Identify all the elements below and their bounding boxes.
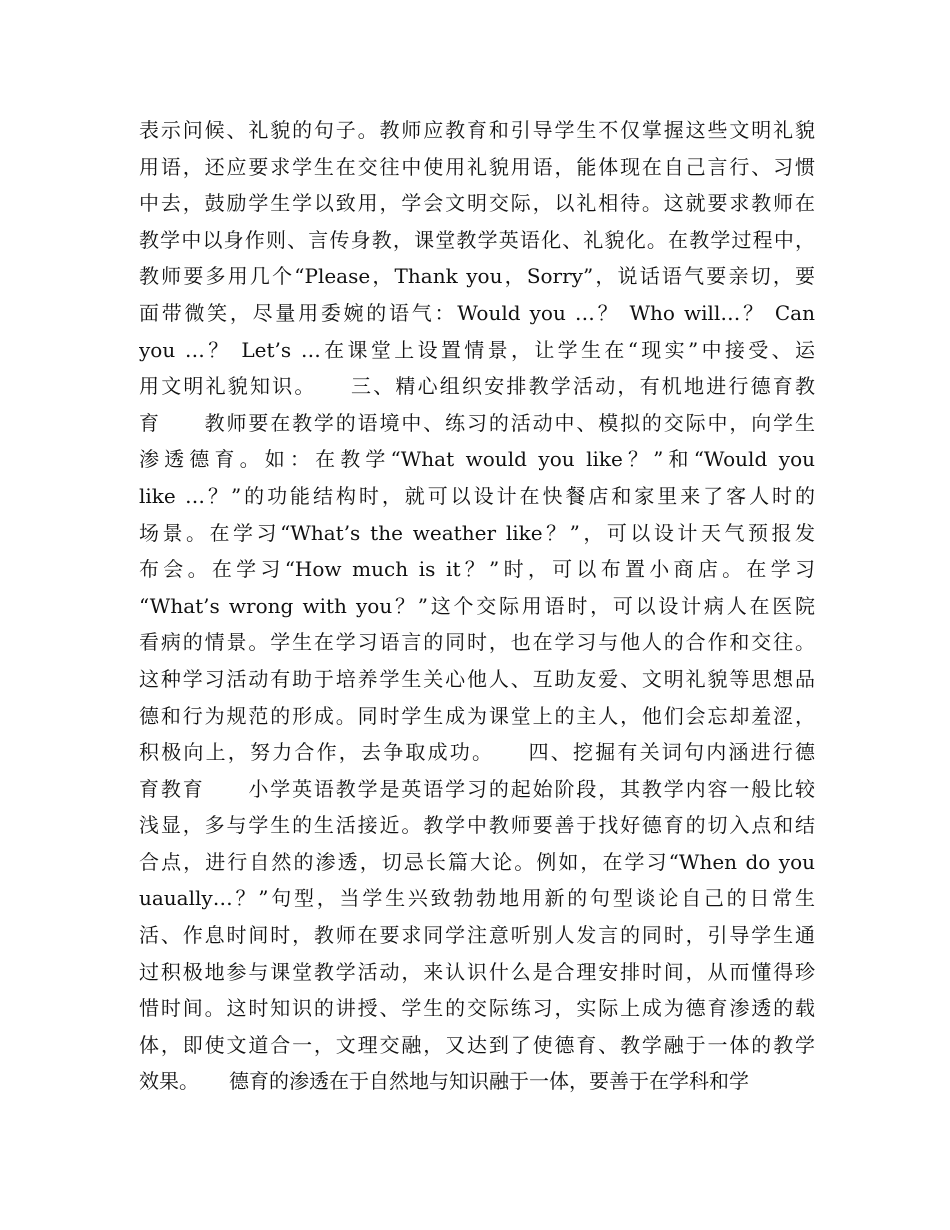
text-line: 惜时间。这时知识的讲授、学生的交际练习，实际上成为德育渗透的载 (139, 996, 815, 1021)
text-line: 布会。在学习“How much is it？”时，可以布置小商店。在学习 (139, 557, 815, 582)
text-line: you …？ Let’s …在课堂上设置情景，让学生在“现实”中接受、运 (139, 337, 815, 362)
text-line: “What’s wrong with you？”这个交际用语时，可以设计病人在医院 (139, 593, 815, 618)
text-line: uaually…？”句型，当学生兴致勃勃地用新的句型谈论自己的日常生 (139, 886, 815, 911)
text-line: 场景。在学习“What’s the weather like？”，可以设计天气预报发 (139, 520, 815, 545)
text-line: 教学中以身作则、言传身教，课堂教学英语化、礼貌化。在教学过程中， (139, 227, 815, 252)
text-line: 合点，进行自然的渗透，切忌长篇大论。例如，在学习“When do you (139, 849, 815, 874)
text-line: 育 教师要在教学的语境中、练习的活动中、模拟的交际中，向学生 (139, 410, 815, 435)
text-line: 效果。 德育的渗透在于自然地与知识融于一体，要善于在学科和学 (139, 1069, 749, 1094)
body-text (139, 112, 815, 1100)
text-line: 用语，还应要求学生在交往中使用礼貌用语，能体现在自己言行、习惯 (139, 154, 815, 179)
text-line: 渗透德育。如：在教学“What would you like？”和“Would you (139, 447, 815, 472)
text-line: 这种学习活动有助于培养学生关心他人、互助友爱、文明礼貌等思想品 (139, 666, 815, 691)
text-line: like …？”的功能结构时，就可以设计在快餐店和家里来了客人时的 (139, 483, 815, 508)
text-line: 体，即使文道合一，文理交融，又达到了使德育、教学融于一体的教学 (139, 1032, 815, 1057)
text-line: 积极向上，努力合作，去争取成功。 四、挖掘有关词句内涵进行德 (139, 740, 815, 765)
text-line: 看病的情景。学生在学习语言的同时，也在学习与他人的合作和交往。 (139, 630, 815, 655)
text-line: 教师要多用几个“Please，Thank you，Sorry”，说话语气要亲切，要 (139, 264, 815, 289)
text-line: 过积极地参与课堂教学活动，来认识什么是合理安排时间，从而懂得珍 (139, 959, 815, 984)
text-line: 用文明礼貌知识。 三、精心组织安排教学活动，有机地进行德育教 (139, 374, 815, 399)
text-line: 面带微笑，尽量用委婉的语气：Would you …？ Who will…？ Can (139, 300, 815, 325)
text-line: 活、作息时间时，教师在要求同学注意听别人发言的同时，引导学生通 (139, 923, 815, 948)
text-line: 浅显，多与学生的生活接近。教学中教师要善于找好德育的切入点和结 (139, 813, 815, 838)
text-line: 德和行为规范的形成。同时学生成为课堂上的主人，他们会忘却羞涩， (139, 703, 815, 728)
text-line: 育教育 小学英语教学是英语学习的起始阶段，其教学内容一般比较 (139, 776, 815, 801)
text-line: 表示问候、礼貌的句子。教师应教育和引导学生不仅掌握这些文明礼貌 (139, 118, 815, 142)
text-line: 中去，鼓励学生学以致用，学会文明交际，以礼相待。这就要求教师在 (139, 191, 815, 216)
